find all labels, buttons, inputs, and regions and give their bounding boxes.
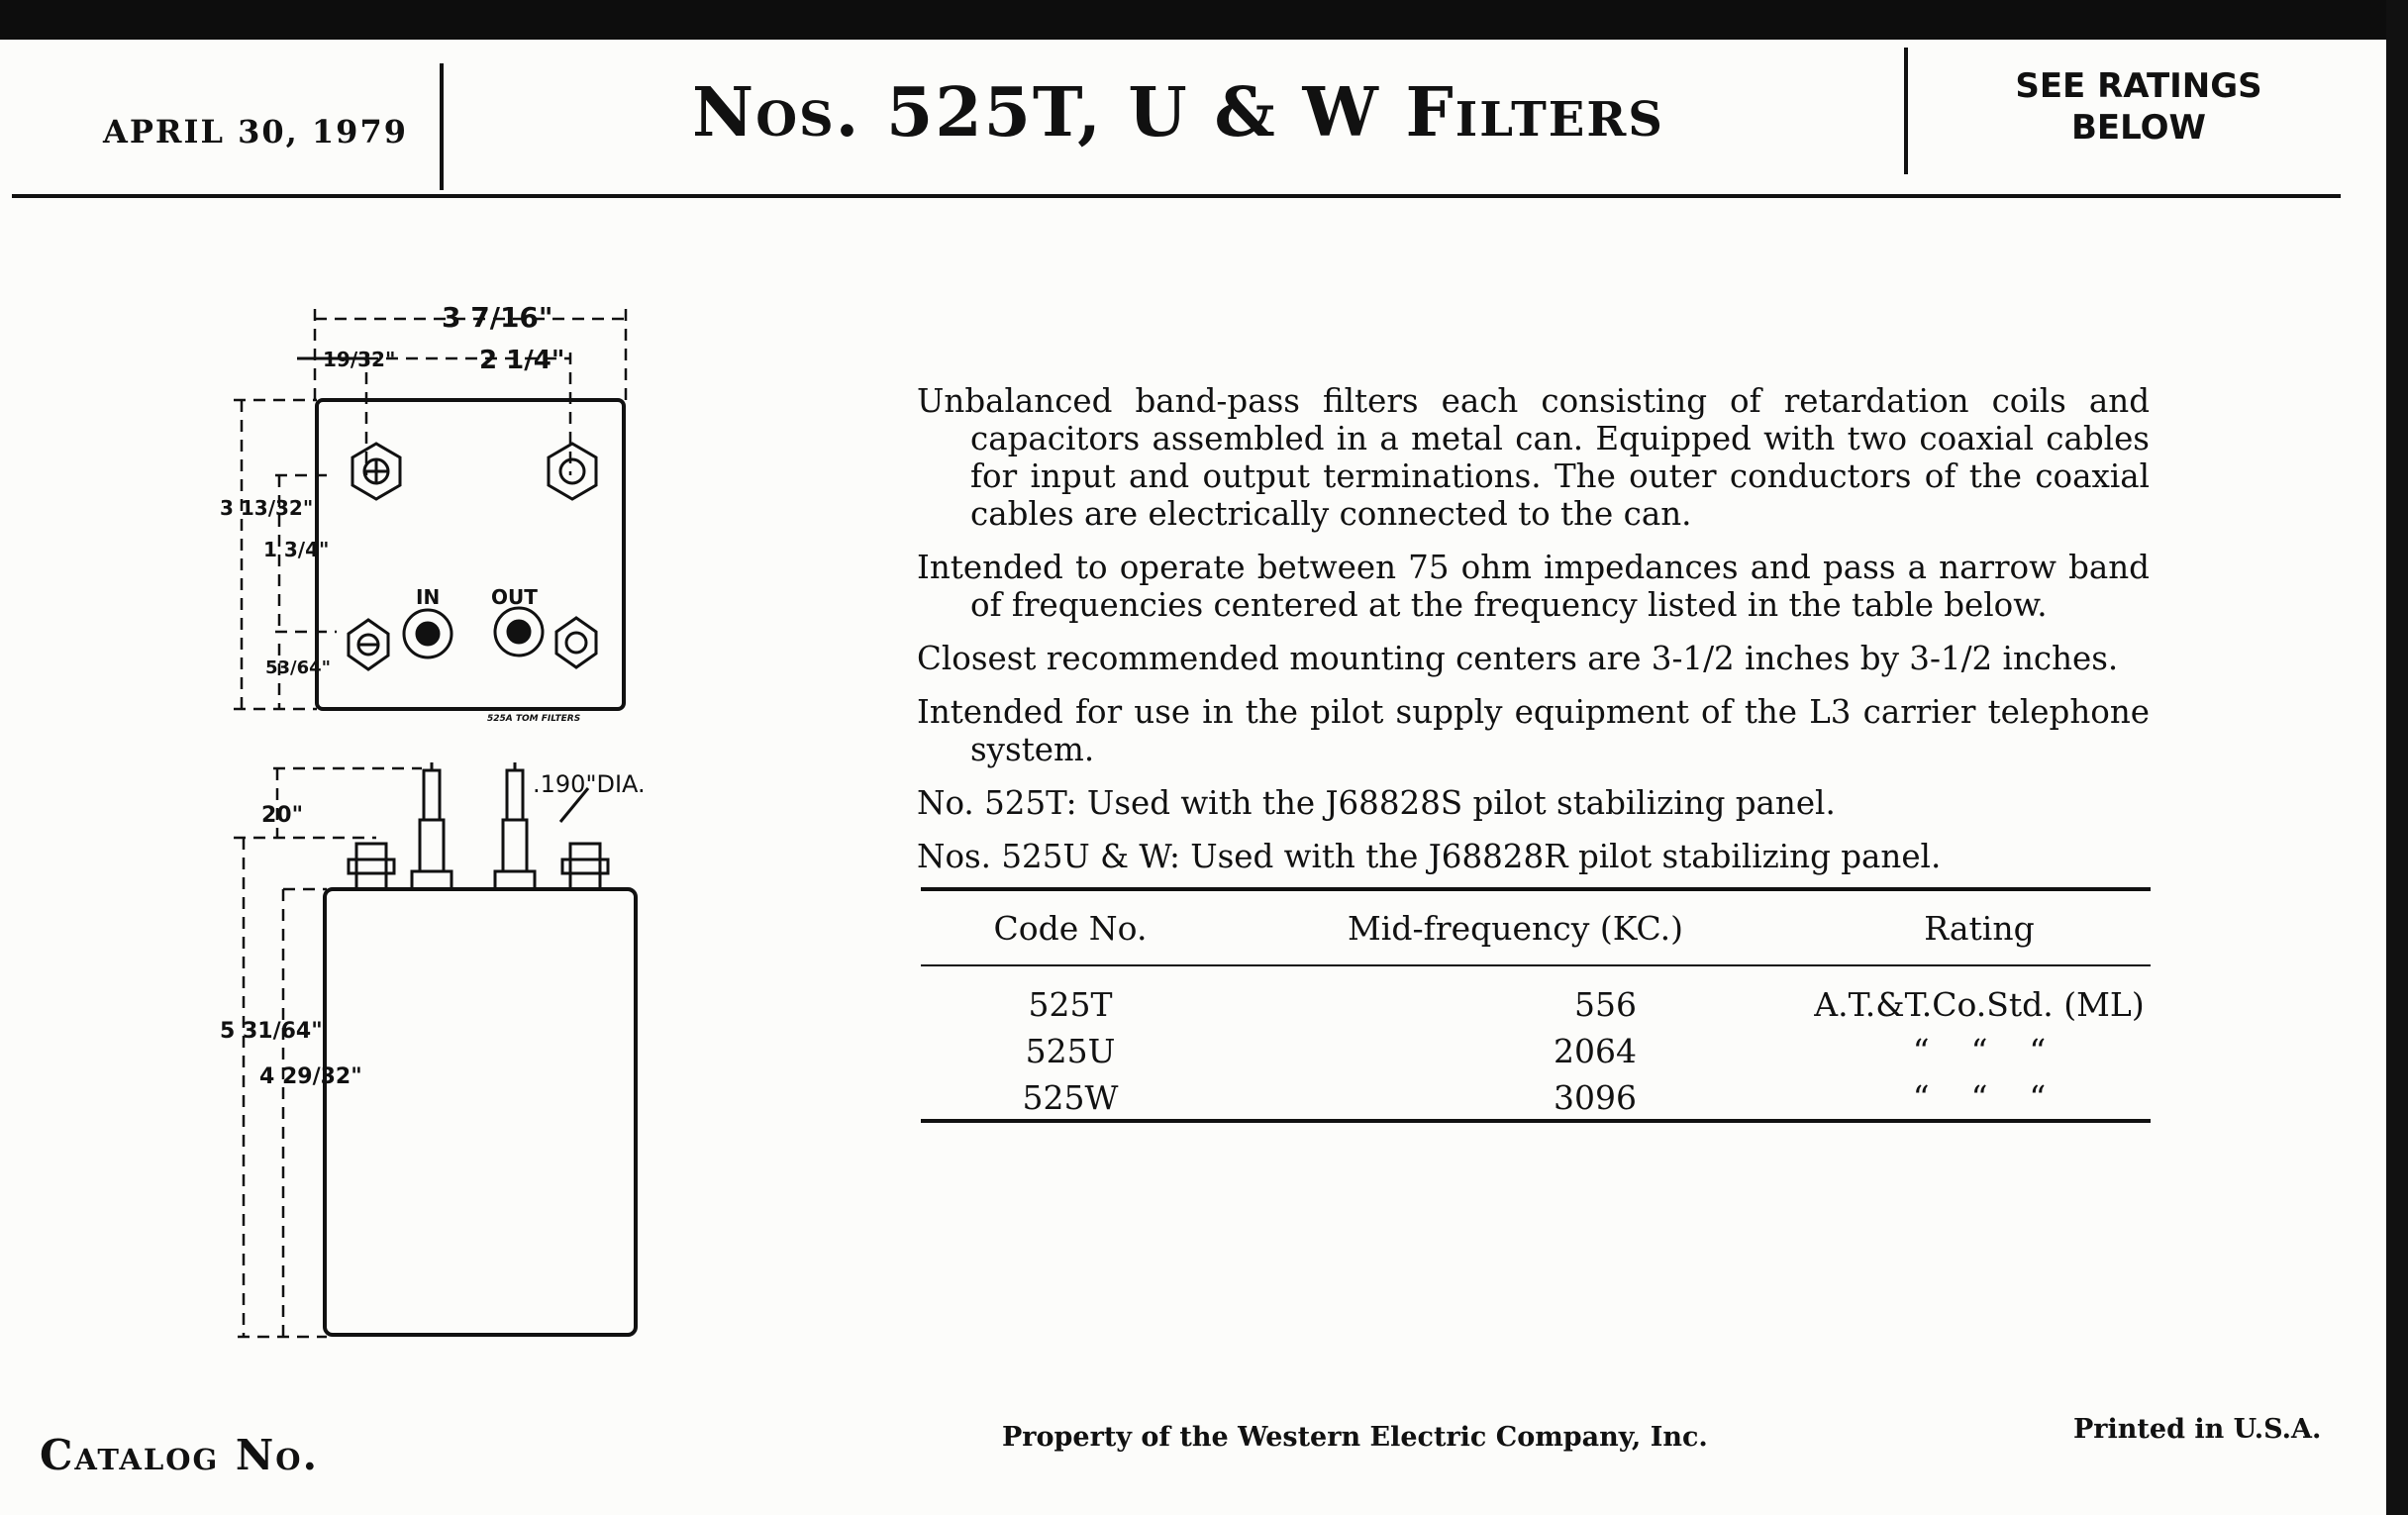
column-header: Code No. — [993, 908, 1148, 948]
code-cell: 525W — [1022, 1078, 1119, 1117]
drawing-caption: 525A TOM FILTERS — [487, 714, 581, 724]
frequency-cell: 3096 — [1554, 1078, 1637, 1117]
filter-dimension-drawing — [0, 0, 693, 1386]
code-cell: 525U — [1025, 1032, 1116, 1070]
table-row — [921, 966, 2149, 1028]
frequency-cell: 556 — [1574, 985, 1637, 1024]
rating-cell: “ “ “ — [1912, 1078, 2047, 1117]
description — [917, 382, 2150, 891]
spacing-label: 2 1/4" — [479, 346, 565, 375]
table-row — [921, 1028, 2149, 1074]
scan-right-border — [2386, 0, 2408, 1515]
ratings-note-line1: SEE RATINGS — [2015, 66, 2262, 106]
description-paragraph: Nos. 525U & W: Used with the J68828R pilot stabilizing panel. — [917, 838, 1942, 875]
coax-out-connector-icon — [495, 608, 543, 656]
filter-table — [921, 889, 2149, 1132]
page-title: Nos. 525T, U & W Filters — [692, 73, 1664, 152]
column-header: Mid-frequency (KC.) — [1348, 908, 1683, 948]
height-mid-label: 1 3/4" — [263, 538, 330, 561]
description-paragraph: Intended to operate between 75 ohm impedances and pass a narrow band of frequencies centered at the frequency listed in the table below. — [917, 549, 2150, 624]
width-overall-label: 3 7/16" — [442, 301, 553, 334]
cable-length-label: 20" — [261, 803, 304, 828]
offset-label: 19/32" — [323, 348, 396, 371]
ratings-note-line2: BELOW — [2071, 108, 2206, 148]
header-divider-right — [1904, 48, 1908, 174]
in-label: IN — [416, 585, 441, 609]
rating-cell: A.T.&T.Co.Std. (ML) — [1814, 985, 2145, 1024]
description-paragraph: Intended for use in the pilot supply equipment of the L3 carrier telephone system. — [917, 693, 2150, 768]
out-label: OUT — [491, 585, 538, 609]
side-height-overall-label: 5 31/64" — [220, 1019, 323, 1044]
description-paragraph: No. 525T: Used with the J68828S pilot stabilizing panel. — [917, 784, 1836, 822]
mounting-stud-icon — [349, 620, 388, 669]
coax-in-connector-icon — [404, 610, 452, 657]
printed-notice: Printed in U.S.A. — [2073, 1414, 2322, 1445]
mounting-stud-icon — [352, 444, 400, 499]
height-low-label: 53/64" — [265, 657, 332, 678]
property-notice: Property of the Western Electric Company, Inc. — [1002, 1422, 1708, 1453]
code-cell: 525T — [1028, 985, 1113, 1024]
description-paragraph: Closest recommended mounting centers are 3-1/2 inches by 3-1/2 inches. — [917, 640, 2119, 677]
description-paragraph: Unbalanced band-pass filters each consisting of retardation coils and capacitors assembled in a metal can. Equipped with two coaxial cables for input and output terminations. The outer conductors of the coaxial cables are electrically connected to the can. — [917, 382, 2150, 533]
column-header: Rating — [1924, 908, 2035, 948]
table-header-row — [921, 889, 2149, 966]
mounting-stud-icon — [549, 444, 596, 499]
issue-date: APRIL 30, 1979 — [103, 113, 408, 151]
side-height-can-label: 4 29/32" — [259, 1064, 362, 1089]
mounting-stud-icon — [556, 618, 596, 667]
table-row — [921, 1074, 2149, 1132]
rating-cell: “ “ “ — [1912, 1032, 2047, 1070]
catalog-number-label: Catalog No. — [40, 1431, 320, 1479]
height-overall-label: 3 13/32" — [220, 496, 314, 520]
ratings-note — [1941, 65, 2337, 149]
frequency-cell: 2064 — [1554, 1032, 1637, 1070]
cable-diameter-label: .190"DIA. — [533, 770, 646, 798]
